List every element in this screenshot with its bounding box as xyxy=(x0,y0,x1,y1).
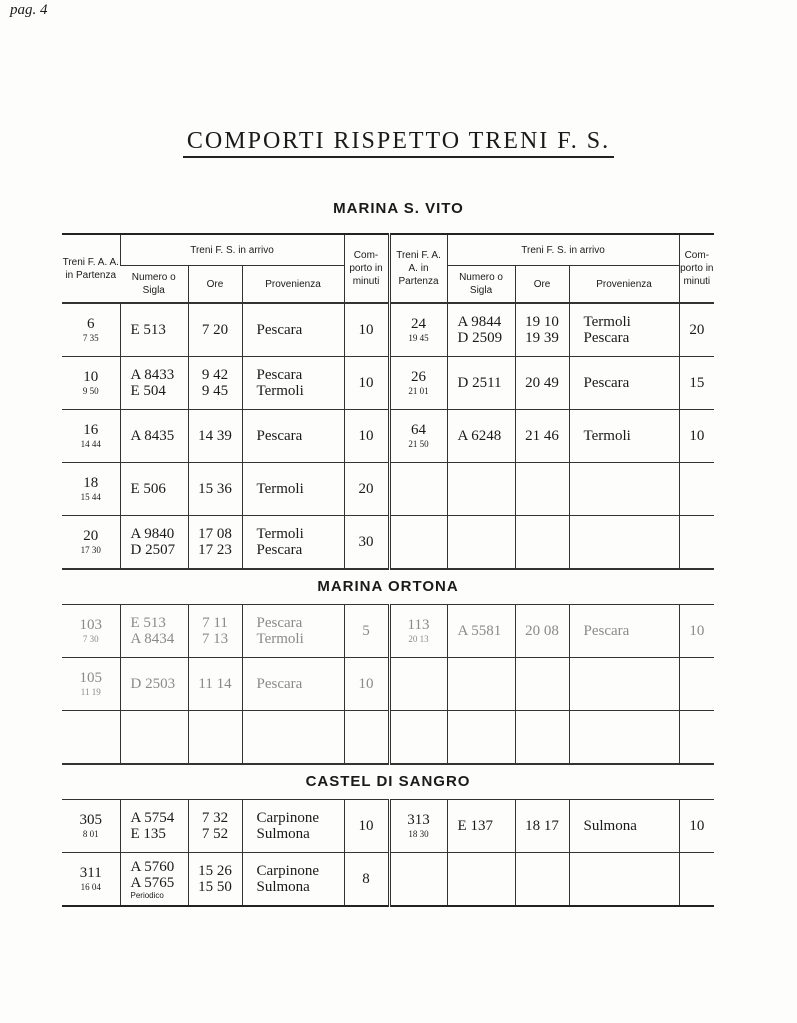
provenance: Pescara xyxy=(256,367,303,383)
provenance-cell xyxy=(569,800,679,853)
table-row xyxy=(62,463,714,516)
section-title: CASTEL DI SANGRO xyxy=(62,764,714,800)
train-faa-cell xyxy=(62,303,120,357)
comporto-cell: 10 xyxy=(344,800,389,853)
fs-train-sigla: A 8433 xyxy=(130,367,175,383)
fs-arrival-time-cell xyxy=(188,303,242,357)
provenance: Termoli xyxy=(256,526,304,542)
train-faa-cell xyxy=(62,605,120,658)
fs-train-sigla: E 137 xyxy=(457,818,493,834)
train-faa-cell xyxy=(62,410,120,463)
provenance: Carpinone xyxy=(256,863,319,879)
table-row xyxy=(62,658,714,711)
departure-time: 21 50 xyxy=(408,439,429,449)
comporto-cell xyxy=(344,711,389,765)
train-number: 311 xyxy=(79,865,102,881)
fs-arrival-time-cell xyxy=(515,711,569,765)
header-treni-faa: Treni F. A. A. in Partenza xyxy=(389,234,447,303)
header-numero: Numero o Sigla xyxy=(447,266,515,304)
comporto-cell: 10 xyxy=(679,410,714,463)
provenance-cell xyxy=(569,853,679,907)
fs-train-sigla-cell xyxy=(447,853,515,907)
provenance-cell xyxy=(242,357,344,410)
fs-arrival-time: 19 39 xyxy=(525,330,559,346)
fs-arrival-time-cell xyxy=(515,410,569,463)
table-row xyxy=(62,357,714,410)
train-faa-cell xyxy=(62,800,120,853)
fs-arrival-time: 7 32 xyxy=(201,810,229,826)
table-row xyxy=(62,711,714,765)
departure-time: 18 30 xyxy=(408,829,429,839)
comporto-cell: 20 xyxy=(679,303,714,357)
fs-arrival-time: 20 08 xyxy=(525,623,559,639)
provenance: Pescara xyxy=(256,615,303,631)
header-ore: Ore xyxy=(188,266,242,304)
fs-train-sigla-cell xyxy=(447,357,515,410)
fs-arrival-time-cell xyxy=(188,463,242,516)
fs-arrival-time-cell xyxy=(515,357,569,410)
fs-train-sigla-cell xyxy=(447,800,515,853)
fs-train-sigla-cell xyxy=(120,658,188,711)
provenance: Pescara xyxy=(256,676,303,692)
departure-time: 15 44 xyxy=(80,492,101,502)
fs-train-sigla: A 9840 xyxy=(130,526,175,542)
fs-train-sigla: E 513 xyxy=(130,322,166,338)
comporto-cell: 10 xyxy=(679,605,714,658)
provenance-cell xyxy=(242,516,344,570)
fs-arrival-time-cell xyxy=(188,711,242,765)
fs-train-sigla-cell xyxy=(447,303,515,357)
comporto-cell: 5 xyxy=(344,605,389,658)
section-header-row xyxy=(62,764,714,800)
fs-arrival-time: 21 46 xyxy=(525,428,559,444)
provenance-cell xyxy=(569,605,679,658)
fs-arrival-time: 17 23 xyxy=(198,542,232,558)
fs-train-sigla-cell xyxy=(120,410,188,463)
train-faa-cell xyxy=(62,516,120,570)
train-faa-cell xyxy=(62,711,120,765)
departure-time: 9 50 xyxy=(82,386,99,396)
fs-train-sigla-cell xyxy=(120,605,188,658)
fs-train-sigla-cell xyxy=(447,516,515,570)
provenance-cell xyxy=(569,463,679,516)
fs-arrival-time-cell xyxy=(515,303,569,357)
fs-arrival-time-cell xyxy=(188,800,242,853)
provenance: Termoli xyxy=(256,481,304,497)
train-number: 20 xyxy=(83,528,99,544)
provenance: Termoli xyxy=(583,428,631,444)
provenance: Termoli xyxy=(583,314,631,330)
provenance: Sulmona xyxy=(256,826,310,842)
provenance: Pescara xyxy=(256,428,303,444)
train-number: 18 xyxy=(83,475,99,491)
fs-arrival-time-cell xyxy=(188,516,242,570)
fs-train-sigla-cell xyxy=(447,711,515,765)
periodic-note: Periodico xyxy=(130,890,164,900)
comporto-cell: 30 xyxy=(344,516,389,570)
train-faa-cell xyxy=(389,410,447,463)
provenance: Pescara xyxy=(583,330,630,346)
train-number: 313 xyxy=(407,812,430,828)
fs-train-sigla: A 8435 xyxy=(130,428,175,444)
fs-arrival-time-cell xyxy=(515,800,569,853)
fs-train-sigla: A 9844 xyxy=(457,314,502,330)
fs-train-sigla-cell xyxy=(120,303,188,357)
departure-time: 8 01 xyxy=(82,829,99,839)
header-treni-fs: Treni F. S. in arrivo xyxy=(447,234,679,266)
section-header-row xyxy=(62,569,714,605)
provenance-cell xyxy=(242,463,344,516)
section-title: MARINA ORTONA xyxy=(62,569,714,605)
train-number: 26 xyxy=(411,369,427,385)
fs-arrival-time-cell xyxy=(188,357,242,410)
provenance-cell xyxy=(242,303,344,357)
departure-time: 21 01 xyxy=(408,386,429,396)
provenance-cell xyxy=(569,516,679,570)
departure-time: 7 30 xyxy=(82,634,99,644)
fs-arrival-time: 7 52 xyxy=(201,826,229,842)
page-title: COMPORTI RISPETTO TRENI F. S. xyxy=(0,128,797,155)
table-row xyxy=(62,800,714,853)
train-number: 24 xyxy=(411,316,427,332)
table-row xyxy=(62,303,714,357)
train-faa-cell xyxy=(389,357,447,410)
train-number: 103 xyxy=(79,617,102,633)
departure-time: 17 30 xyxy=(80,545,101,555)
train-faa-cell xyxy=(389,658,447,711)
fs-arrival-time-cell xyxy=(515,516,569,570)
fs-train-sigla: D 2503 xyxy=(130,676,176,692)
provenance-cell xyxy=(569,711,679,765)
departure-time: 11 19 xyxy=(80,687,101,697)
provenance-cell xyxy=(569,658,679,711)
provenance: Sulmona xyxy=(583,818,637,834)
fs-arrival-time: 18 17 xyxy=(525,818,559,834)
header-provenienza: Provenienza xyxy=(569,266,679,304)
fs-train-sigla-cell xyxy=(120,357,188,410)
fs-train-sigla-cell xyxy=(447,463,515,516)
train-number: 105 xyxy=(79,670,102,686)
fs-train-sigla: A 5765 xyxy=(130,874,175,891)
fs-arrival-time: 9 42 xyxy=(201,367,229,383)
departure-time: 14 44 xyxy=(80,439,101,449)
header-treni-fs: Treni F. S. in arrivo xyxy=(120,234,344,266)
train-faa-cell xyxy=(62,853,120,907)
fs-train-sigla: D 2509 xyxy=(457,330,503,346)
train-faa-cell xyxy=(389,516,447,570)
page-number: pag. 4 xyxy=(10,2,48,18)
table-row xyxy=(62,853,714,907)
fs-arrival-time: 19 10 xyxy=(525,314,559,330)
comporto-cell: 8 xyxy=(344,853,389,907)
fs-arrival-time-cell xyxy=(515,658,569,711)
provenance-cell xyxy=(242,605,344,658)
fs-arrival-time-cell xyxy=(188,410,242,463)
fs-train-sigla-cell xyxy=(120,516,188,570)
train-number: 113 xyxy=(407,617,430,633)
fs-arrival-time: 15 36 xyxy=(198,481,232,497)
header-numero: Numero o Sigla xyxy=(131,272,176,296)
header-comporto: Com- porto in minuti xyxy=(679,234,714,303)
departure-time: 7 35 xyxy=(82,333,99,343)
train-number: 305 xyxy=(79,812,102,828)
train-number: 6 xyxy=(87,316,95,332)
train-faa-cell xyxy=(389,800,447,853)
fs-arrival-time: 14 39 xyxy=(198,428,232,444)
fs-arrival-time-cell xyxy=(515,463,569,516)
table-row xyxy=(62,410,714,463)
train-faa-cell xyxy=(389,303,447,357)
fs-train-sigla-cell xyxy=(120,853,188,907)
header-treni-faa: Treni F. A. A. in Partenza xyxy=(62,256,119,281)
train-faa-cell xyxy=(389,605,447,658)
fs-arrival-time-cell xyxy=(188,853,242,907)
train-faa-cell xyxy=(389,463,447,516)
provenance-cell xyxy=(242,410,344,463)
fs-arrival-time: 15 50 xyxy=(198,879,232,895)
fs-arrival-time: 7 20 xyxy=(201,322,229,338)
train-faa-cell xyxy=(62,658,120,711)
schedule-table xyxy=(62,233,714,907)
comporto-cell xyxy=(679,463,714,516)
comporto-cell: 10 xyxy=(344,410,389,463)
comporto-cell xyxy=(679,853,714,907)
provenance-cell xyxy=(569,410,679,463)
provenance: Pescara xyxy=(583,375,630,391)
fs-train-sigla: D 2507 xyxy=(130,542,176,558)
header-ore: Ore xyxy=(515,266,569,304)
train-number: 16 xyxy=(83,422,99,438)
train-faa-cell xyxy=(62,357,120,410)
fs-train-sigla: E 506 xyxy=(130,481,166,497)
fs-arrival-time: 7 11 xyxy=(202,615,228,631)
fs-arrival-time: 20 49 xyxy=(525,375,559,391)
provenance-cell xyxy=(569,357,679,410)
train-number: 64 xyxy=(411,422,427,438)
provenance: Sulmona xyxy=(256,879,310,895)
fs-arrival-time: 9 45 xyxy=(201,383,229,399)
comporto-cell xyxy=(679,658,714,711)
fs-arrival-time: 17 08 xyxy=(198,526,232,542)
comporto-cell: 20 xyxy=(344,463,389,516)
fs-train-sigla: A 8434 xyxy=(130,631,175,647)
provenance-cell xyxy=(242,711,344,765)
provenance-cell xyxy=(569,303,679,357)
departure-time: 19 45 xyxy=(408,333,429,343)
fs-arrival-time: 11 14 xyxy=(198,676,232,692)
train-faa-cell xyxy=(389,711,447,765)
train-faa-cell xyxy=(389,853,447,907)
train-faa-cell xyxy=(62,463,120,516)
fs-train-sigla-cell xyxy=(447,658,515,711)
comporto-cell: 10 xyxy=(679,800,714,853)
fs-train-sigla-cell xyxy=(120,711,188,765)
fs-arrival-time-cell xyxy=(188,605,242,658)
table-row xyxy=(62,605,714,658)
provenance-cell xyxy=(242,800,344,853)
provenance: Pescara xyxy=(256,322,303,338)
comporto-cell: 15 xyxy=(679,357,714,410)
comporto-cell xyxy=(679,711,714,765)
section-title-marina-s-vito: MARINA S. VITO xyxy=(333,200,464,217)
provenance: Carpinone xyxy=(256,810,319,826)
fs-train-sigla-cell xyxy=(447,410,515,463)
fs-train-sigla: A 6248 xyxy=(457,428,502,444)
fs-arrival-time-cell xyxy=(515,605,569,658)
fs-train-sigla: A 5760 xyxy=(130,858,175,875)
comporto-cell: 10 xyxy=(344,303,389,357)
table-row xyxy=(62,516,714,570)
comporto-cell: 10 xyxy=(344,357,389,410)
provenance-cell xyxy=(242,658,344,711)
fs-arrival-time-cell xyxy=(188,658,242,711)
departure-time: 20 13 xyxy=(408,634,429,644)
departure-time: 16 04 xyxy=(80,882,101,892)
fs-arrival-time: 7 13 xyxy=(201,631,229,647)
provenance: Termoli xyxy=(256,631,304,647)
fs-train-sigla-cell xyxy=(120,463,188,516)
fs-train-sigla-cell xyxy=(120,800,188,853)
comporto-cell xyxy=(679,516,714,570)
header-provenienza: Provenienza xyxy=(242,266,344,304)
fs-train-sigla: E 135 xyxy=(130,826,166,842)
fs-train-sigla: A 5581 xyxy=(457,623,502,639)
header-comporto: Com- porto in minuti xyxy=(344,234,389,303)
comporto-cell: 10 xyxy=(344,658,389,711)
fs-arrival-time-cell xyxy=(515,853,569,907)
train-number: 10 xyxy=(83,369,99,385)
provenance: Pescara xyxy=(256,542,303,558)
fs-train-sigla: E 513 xyxy=(130,615,166,631)
fs-train-sigla: E 504 xyxy=(130,383,166,399)
fs-train-sigla: D 2511 xyxy=(457,375,502,391)
provenance-cell xyxy=(242,853,344,907)
fs-train-sigla-cell xyxy=(447,605,515,658)
fs-train-sigla: A 5754 xyxy=(130,810,175,826)
fs-arrival-time: 15 26 xyxy=(198,863,232,879)
provenance: Pescara xyxy=(583,623,630,639)
provenance: Termoli xyxy=(256,383,304,399)
